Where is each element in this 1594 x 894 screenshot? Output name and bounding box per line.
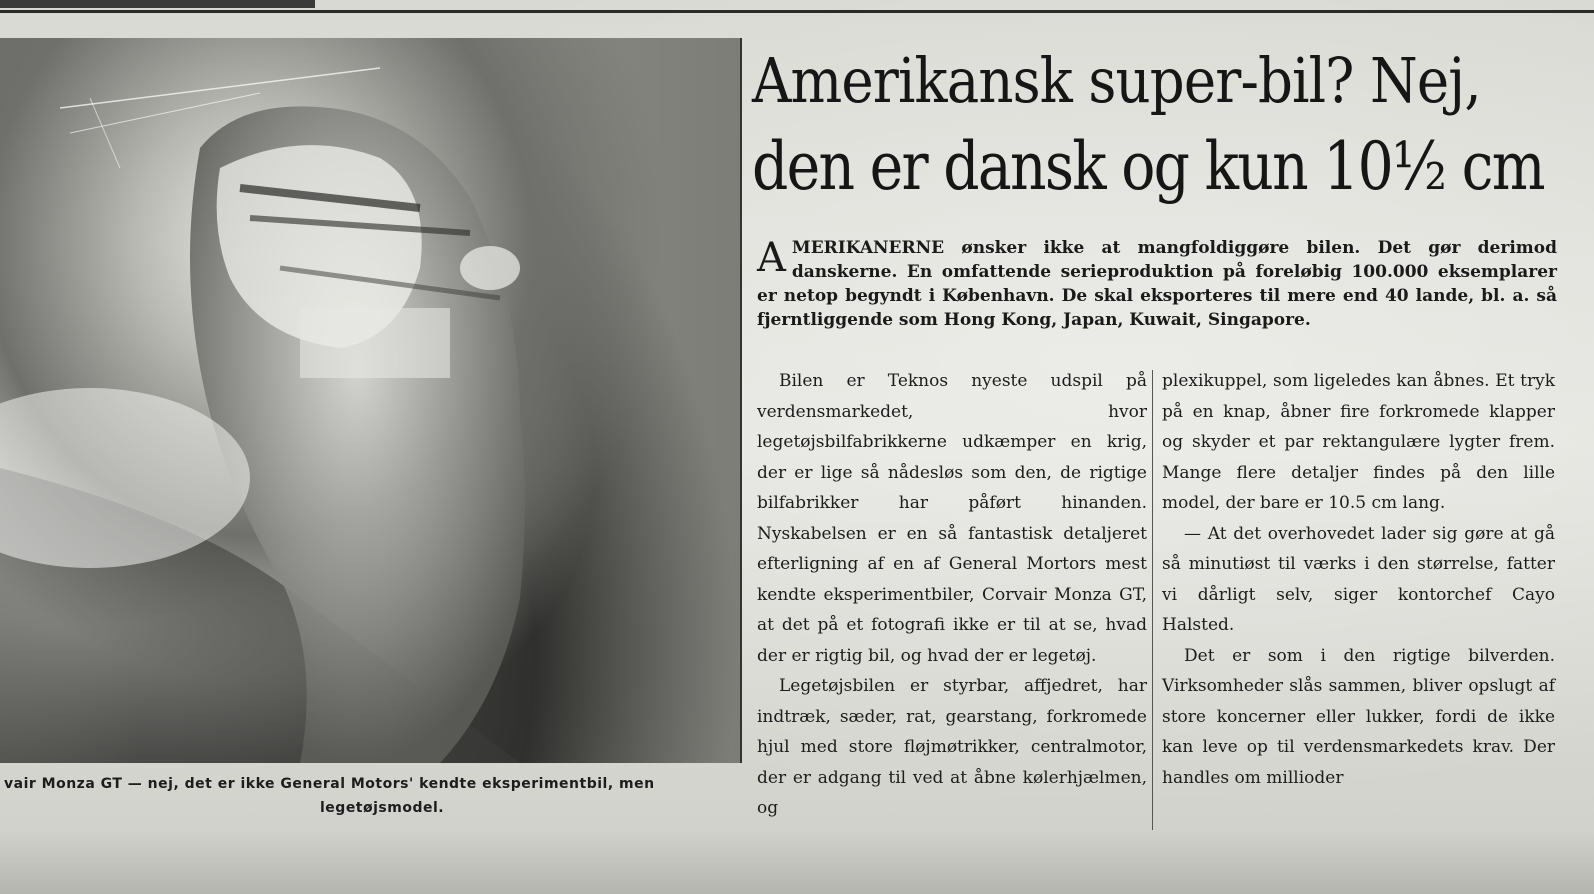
top-rule-block xyxy=(0,0,315,8)
drop-cap: A xyxy=(757,235,786,281)
article-column-right xyxy=(1162,366,1555,793)
photo-caption xyxy=(0,772,740,832)
car-photo xyxy=(0,38,742,763)
headline-line-1: Amerikansk super-bil? Nej, xyxy=(752,44,1481,117)
right-paragraph-2: — At det overhovedet lader sig gøre at gå så minutiøst til værks i den størrelse, fatter vi dårligt selv, siger kontorchef Cayo Halsted. xyxy=(1162,523,1555,635)
right-paragraph-3: Det er som i den rigtige bilverden. Virksomheder slås sammen, bliver opslugt af store koncerner eller lukker, fordi de ikke kan leve op til verdensmarkedets krav. Der handles om millioder xyxy=(1162,645,1555,788)
left-paragraph-2: Legetøjsbilen er styrbar, affjedret, har indtræk, sæder, rat, gearstang, forkromede hjul med store fløjmøtrikker, centralmotor, der er adgang til ved at åbne kølerhjælmen, og xyxy=(757,676,1147,818)
column-divider xyxy=(1152,370,1153,830)
car-illustration xyxy=(0,38,740,763)
lead-text: MERIKANERNE ønsker ikke at mangfoldiggøre bilen. Det gør derimod danskerne. En omfattende serieproduktion på foreløbig 100.000 eksemplarer er netop begyndt i København. De skal eksporteres til mere end 40 lande, bl. a. så fjerntliggende som Hong Kong, Japan, Kuwait, Singapore. xyxy=(757,238,1557,330)
caption-line-1: vair Monza GT — nej, det er ikke General Motors' kendte eksperimentbil, men xyxy=(4,776,655,792)
headline xyxy=(752,40,1592,212)
caption-line-2: legetøjsmodel. xyxy=(320,800,445,816)
lead-paragraph xyxy=(757,236,1557,332)
page-bottom-shade xyxy=(0,830,1594,894)
article-column-left xyxy=(757,366,1147,824)
top-rule xyxy=(0,10,1594,13)
left-paragraph-1: Bilen er Teknos nyeste udspil på verdensmarkedet, hvor legetøjsbilfabrikkerne udkæmper en krig, der er lige så nådesløs som den, de rigtige bilfabrikker har påført hinanden. Nyskabelsen er en så fantastisk detaljeret efterligning af en af General Mortors mest kendte eksperimentbiler, Corvair Monza GT, at det på et fotografi ikke er til at se, hvad der er rigtig bil, og hvad der er legetøj. xyxy=(757,371,1147,666)
headline-line-2: den er dansk og kun 10½ cm xyxy=(752,128,1544,205)
right-paragraph-1: plexikuppel, som ligeledes kan åbnes. Et tryk på en knap, åbner fire forkromede klapper og skyder et par rektangulære lygter frem. Mange flere detaljer findes på den lille model, der bare er 10.5 cm lang. xyxy=(1162,371,1555,513)
